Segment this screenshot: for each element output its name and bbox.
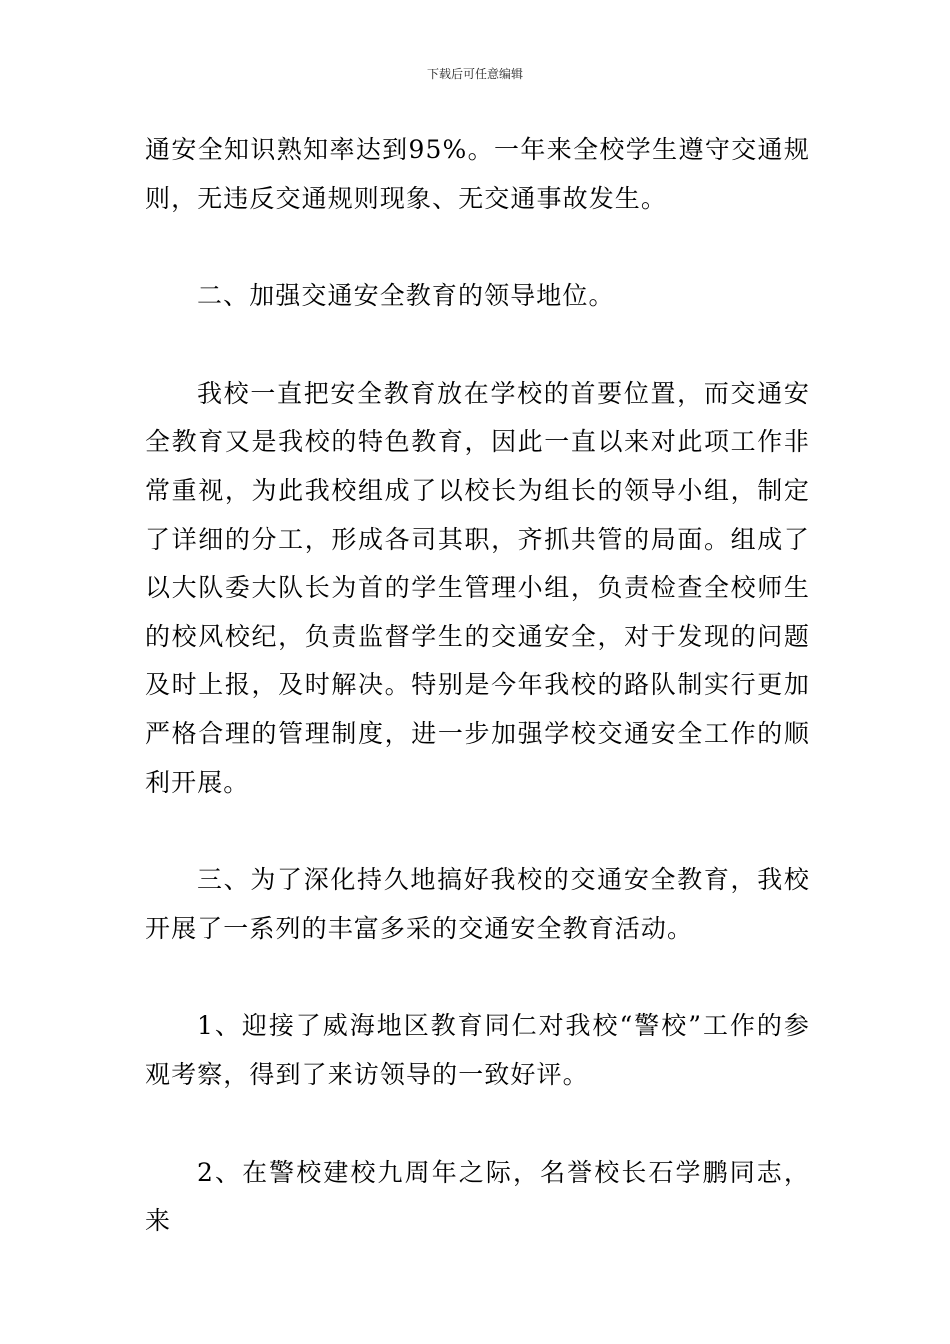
list-item-1: 1、迎接了威海地区教育同仁对我校“警校”工作的参观考察，得到了来访领导的一致好评。 [145,1011,810,1089]
document-body [145,126,810,1246]
paragraph-continuation: 通安全知识熟知率达到95%。一年来全校学生遵守交通规则，无违反交通规则现象、无交通事故发生。 [145,135,810,213]
section-heading-2: 二、加强交通安全教育的领导地位。 [197,281,615,311]
section-heading-3: 三、为了深化持久地搞好我校的交通安全教育，我校开展了一系列的丰富多采的交通安全教育活动。 [145,865,810,943]
paragraph-leadership: 我校一直把安全教育放在学校的首要位置，而交通安全教育又是我校的特色教育，因此一直以来对此项工作非常重视，为此我校组成了以校长为组长的领导小组，制定了详细的分工，形成各司其职，齐抓共管的局面。组成了以大队委大队长为首的学生管理小组，负责检查全校师生的校风校纪，负责监督学生的交通安全，对于发现的问题及时上报，及时解决。特别是今年我校的路队制实行更加严格合理的管理制度，进一步加强学校交通安全工作的顺利开展。 [145,378,810,797]
list-item-2: 2、在警校建校九周年之际，名誉校长石学鹏同志，来 [145,1157,810,1236]
page-header-note: 下载后可任意编辑 [426,67,523,81]
